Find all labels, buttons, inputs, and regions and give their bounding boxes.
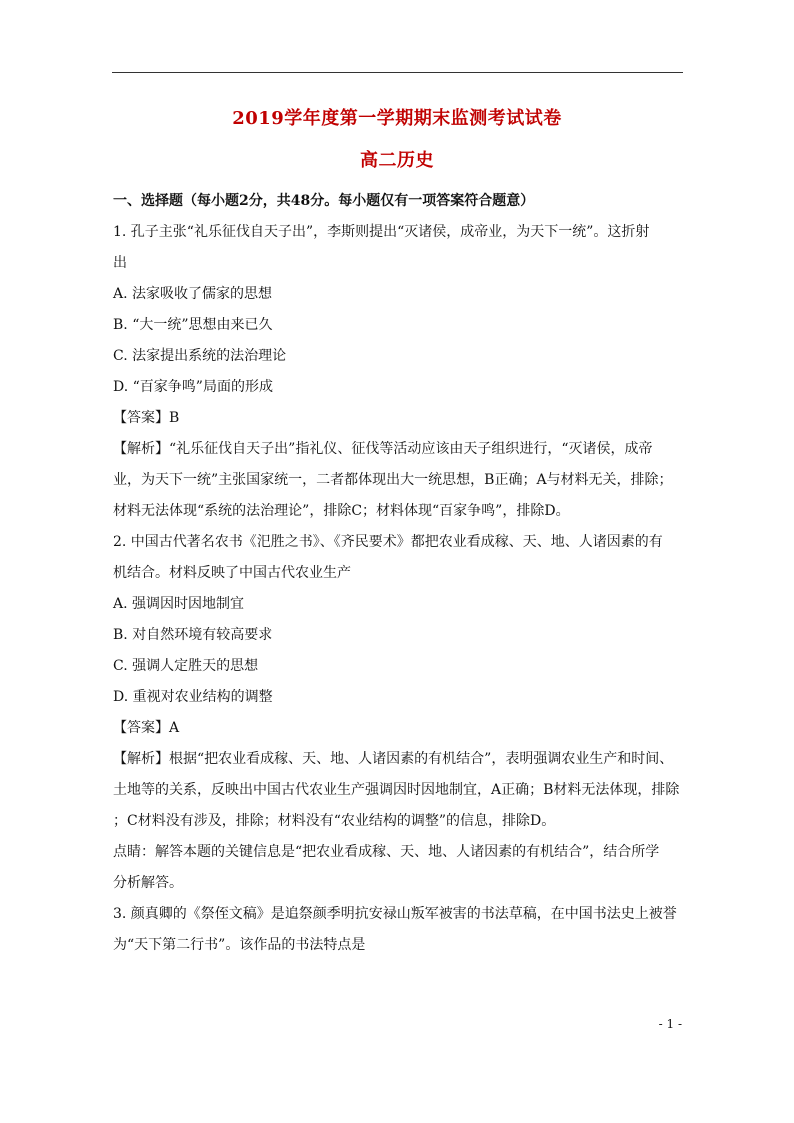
analysis-line: ；C材料没有涉及，排除；材料没有“农业结构的调整”的信息，排除D。 [113, 813, 556, 829]
option-c: C. 强调人定胜天的思想 [113, 658, 259, 674]
question-stem-line: 1. 孔子主张“礼乐征伐自天子出”，李斯则提出“灭诸侯，成帝业，为天下一统”。这折射 [113, 224, 650, 240]
analysis-line: 材料无法体现“系统的法治理论”，排除C；材料体现“百家争鸣”，排除D。 [113, 503, 570, 519]
analysis-line: 【解析】“礼乐征伐自天子出”指礼仪、征伐等活动应该由天子组织进行，“灭诸侯，成帝 [113, 441, 653, 457]
answer: 【答案】B [113, 410, 180, 426]
analysis-line: 业，为天下一统”主张国家统一，二者都体现出大一统思想，B正确；A与材料无关，排除； [113, 472, 673, 488]
option-c: C. 法家提出系统的法治理论 [113, 348, 287, 364]
section-heading: 一、选择题（每小题2分，共48分。每小题仅有一项答案符合题意） [113, 193, 535, 209]
page-title: 2019学年度第一学期期末监测考试试卷 [232, 108, 562, 129]
page-subtitle: 高二历史 [360, 150, 434, 171]
option-a: A. 强调因时因地制宜 [113, 596, 245, 612]
analysis-line: 【解析】根据“把农业看成稼、天、地、人诸因素的有机结合”，表明强调农业生产和时间、 [113, 751, 674, 767]
analysis-line: 土地等的关系，反映出中国古代农业生产强调因时因地制宜，A正确；B材料无法体现，排除 [113, 782, 680, 798]
option-a: A. 法家吸收了儒家的思想 [113, 286, 273, 302]
header-rule [112, 72, 683, 73]
option-b: B. 对自然环境有较高要求 [113, 627, 273, 643]
question-stem-line: 出 [113, 255, 127, 271]
question-stem-line: 2. 中国古代著名农书《汜胜之书》、《齐民要术》都把农业看成稼、天、地、人诸因素的有 [113, 534, 663, 550]
analysis-line: 分析解答。 [113, 875, 183, 891]
option-d: D. 重视对农业结构的调整 [113, 689, 273, 705]
question-stem-line: 为“天下第二行书”。该作品的书法特点是 [113, 937, 366, 953]
question-stem-line: 机结合。材料反映了中国古代农业生产 [113, 565, 351, 581]
page-number: - 1 - [658, 1017, 682, 1031]
question-stem-line: 3. 颜真卿的《祭侄文稿》是追祭颜季明抗安禄山叛军被害的书法草稿，在中国书法史上被誉 [113, 906, 677, 922]
analysis-line: 点睛：解答本题的关键信息是“把农业看成稼、天、地、人诸因素的有机结合”，结合所学 [113, 844, 660, 860]
option-b: B. “大一统”思想由来已久 [113, 317, 273, 333]
answer: 【答案】A [113, 720, 180, 736]
option-d: D. “百家争鸣”局面的形成 [113, 379, 273, 395]
exam-content [113, 186, 683, 961]
